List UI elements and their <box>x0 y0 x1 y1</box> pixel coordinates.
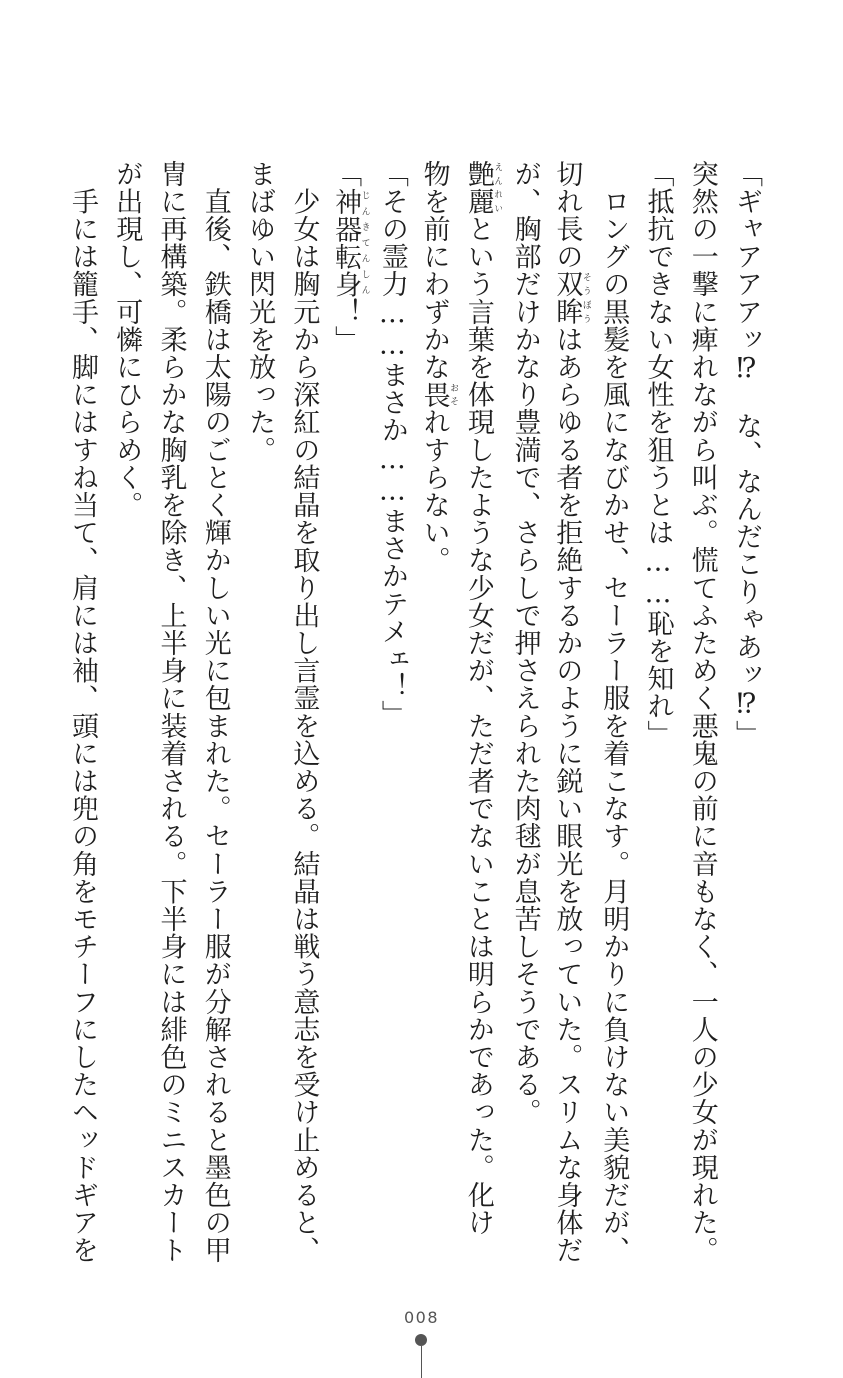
text-segment: れすらない。 <box>418 408 450 575</box>
text-segment: 「 <box>330 160 362 188</box>
ruby-reading: じんきてんしん <box>359 187 370 298</box>
text-line <box>680 160 724 1270</box>
ruby-base-text: 畏 <box>418 380 450 409</box>
ruby-annotation <box>330 187 370 299</box>
text-segment: 切れ長の <box>551 160 583 271</box>
ruby-annotation <box>551 270 591 326</box>
text-segment: 手には籠手、脚にはすね当て、肩には袖、頭には兜の角をモチーフにしたヘッドギアを <box>67 160 98 1264</box>
text-segment: という言葉を体現したような少女だが、ただ者でないことは明らかであった。化け <box>462 215 494 1237</box>
text-segment: 冑に再構築。柔らかな胸乳を除き、上半身に装着される。下半身には緋色のミニスカート <box>155 160 187 1264</box>
text-segment: ロングの黒髪を風になびかせ、セーラー服を着こなす。月明かりに負けない美貌だが、 <box>598 160 630 1264</box>
text-line <box>193 160 237 1270</box>
text-segment: 「抵抗できない女性を狙うとは……恥を知れ」 <box>642 160 674 748</box>
text-line <box>591 160 635 1270</box>
page-marker-line <box>421 1346 422 1378</box>
text-segment: 少女は胸元から深紅の結晶を取り出し言霊を込める。結晶は戦う意志を受け止めると、 <box>288 160 320 1264</box>
text-segment: が、胸部だけかなり豊満で、さらしで押さえられた肉毬が息苦しそうである。 <box>509 160 541 1126</box>
text-line <box>149 160 193 1270</box>
text-line <box>237 160 281 1270</box>
ruby-annotation <box>418 380 459 409</box>
ruby-base-text: 神器転身 <box>330 187 362 299</box>
text-line <box>547 160 591 1270</box>
text-line <box>635 160 679 1270</box>
ruby-reading: えんれい <box>492 160 503 216</box>
text-line <box>503 160 547 1270</box>
text-segment: 物を前にわずかな <box>418 160 450 381</box>
text-line <box>60 160 104 1270</box>
text-line <box>281 160 325 1270</box>
text-line <box>724 160 768 1270</box>
text-line <box>370 160 414 1270</box>
page-marker-dot-icon <box>415 1334 427 1346</box>
text-line <box>104 160 148 1270</box>
text-line <box>326 160 370 1270</box>
text-segment: まばゆい閃光を放った。 <box>244 160 276 464</box>
text-segment: 突然の一撃に痺れながら叫ぶ。慌てふためく悪鬼の前に音もなく、一人の少女が現れた。 <box>686 160 718 1264</box>
text-segment: 直後、鉄橋は太陽のごとく輝かしい光に包まれた。セーラー服が分解されると墨色の甲 <box>199 160 231 1264</box>
text-line <box>458 160 502 1270</box>
text-line <box>414 160 458 1270</box>
ruby-base-text: 艶麗 <box>462 160 494 216</box>
ruby-annotation <box>462 160 503 216</box>
page-number: 008 <box>403 1308 440 1327</box>
text-segment: 「その霊力……まさか……まさかテメェ！」 <box>376 160 408 728</box>
text-segment: はあらゆる者を拒絶するかのように鋭い眼光を放っていた。スリムな身体だ <box>551 325 583 1265</box>
ruby-base-text: 双眸 <box>551 270 583 326</box>
ruby-reading: そうぼう <box>580 270 591 326</box>
text-segment: 「ギャアアアッ⁉ な、なんだこりゃあッ⁉」 <box>730 160 762 748</box>
text-segment: ！」 <box>330 298 362 354</box>
text-segment: が出現し、可憐にひらめく。 <box>111 160 143 519</box>
ruby-reading: おそ <box>448 380 459 409</box>
vertical-text-block <box>60 160 768 1270</box>
